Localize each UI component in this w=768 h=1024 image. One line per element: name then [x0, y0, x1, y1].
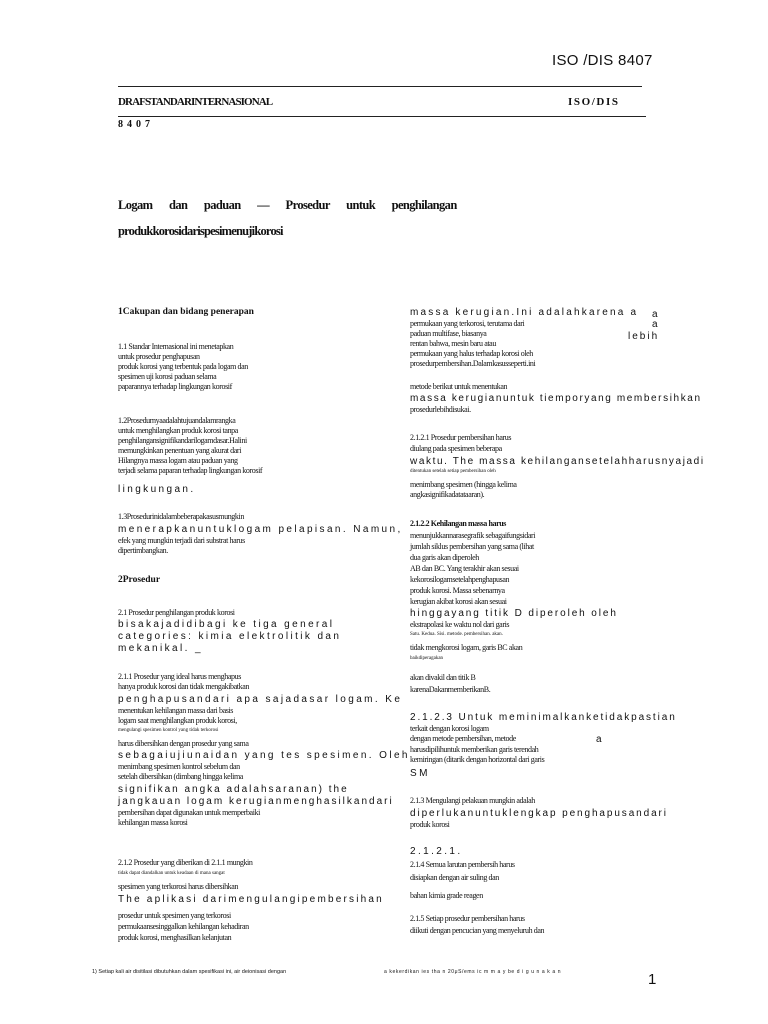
text-line: permukaan yang halus terhadap korosi oleh — [410, 349, 533, 358]
right-r1-spaced: massa kerugian.Ini adalahkarena a — [410, 307, 639, 318]
paragraph-1-1 — [118, 342, 248, 392]
text-line: prosedurpembersihan.Dalamkasusseperti.ini — [410, 359, 536, 368]
paragraph-2-1-2-2-a: ekstrapolasi ke waktu nol dari garis — [410, 620, 510, 629]
text-line: 1.1 Standar Internasional ini menetapkan — [118, 342, 234, 351]
text-line: menimbang spesimen (hingga kelima — [410, 480, 517, 489]
text-line: permukaansesinggalkan kehilangan kehadiran — [118, 922, 249, 931]
text-line: spesimen uji korosi paduan selama — [118, 372, 217, 381]
text-line: logam saat menghilangkan produk korosi, — [118, 716, 237, 725]
text-line: paduan multifase, biasanya — [410, 329, 487, 338]
text-line: memungkinkan penentuan yang akurat dari — [118, 446, 242, 455]
paragraph-2-1-2-3-a: terkait dengan korosi logam — [410, 724, 489, 733]
text-line: AB dan BC. Yang terakhir akan sesuai — [410, 564, 519, 573]
paragraph-2-1-2-1-spaced: waktu. The massa kehilangansetelahharusnyajadi — [410, 456, 705, 467]
text-line: produk korosi, menghasilkan kelanjutan — [118, 933, 232, 942]
paragraph-2-1-1-f: jangkauan logam kerugianmenghasilkandari — [118, 796, 394, 807]
right-r1-lines — [410, 319, 535, 369]
footnote: 1) Setiap kali air disitilasi dibutuhkan dalam spesifikasi ini, air deionisasi dengan — [92, 969, 287, 975]
paragraph-2-1-2-spaced: The aplikasi darimengulangipembersihan — [118, 894, 384, 905]
paragraph-2-1-2-1-lead: 2.1.2.1 Prosedur pembersihan harus — [410, 433, 512, 442]
section-1-heading: 1Cakupan dan bidang penerapan — [118, 307, 254, 317]
paragraph-2-1-3-lead: 2.1.3 Mengulangi pelakuan mungkin adalah — [410, 796, 535, 805]
text-line: produk korosi yang terbentuk pada logam dan — [118, 362, 248, 371]
right-r2-line: metode berikut untuk menentukan — [410, 382, 508, 391]
text-line: Hilangnya massa logam atau paduan yang — [118, 456, 238, 465]
paragraph-2-1-2-1-tail — [410, 480, 517, 500]
text-line: 1.2Prosedurnyaadalahtujuandalamrangka — [118, 416, 236, 425]
text-line: kekorosilogamsetelahpenghapusan — [410, 575, 510, 584]
paragraph-2-1-1-d — [118, 762, 243, 782]
paragraph-2-1-1-e: signifikan angka adalahsaranan) the — [118, 784, 349, 795]
document-id: ISO /DIS 8407 — [552, 52, 653, 69]
paragraph-2-1-spaced — [118, 619, 341, 655]
paragraph-2-1-2-2-lines — [410, 530, 535, 607]
title-line-2: produkkorosidarispesimenujikorosi — [118, 224, 283, 238]
paragraph-2-1-2-1-tiny: ditentukan setelah setiap pembersihan oleh — [410, 469, 496, 474]
paragraph-2-1-2-2-c — [410, 672, 490, 696]
text-line: menimbang spesimen kontrol sebelum dan — [118, 762, 240, 771]
page-number: 1 — [648, 971, 657, 988]
right-letter-a-2: a — [652, 309, 658, 320]
paragraph-2-1-1-b — [118, 706, 237, 726]
paragraph-2-1-2-2-tiny: Satu. Kedua. Sisi. metode. pembersihan. akan. — [410, 632, 503, 637]
right-r2-spaced: massa kerugianuntuk tiemporyang membersihkan — [410, 393, 702, 404]
paragraph-2-1-2-2-tiny-2: baikdiperagakan — [410, 656, 444, 661]
text-line: mekanikal. _ — [118, 643, 203, 654]
text-line: akan divakil dan titik B — [410, 673, 476, 682]
paragraph-2-1-3-tail: produk korosi — [410, 820, 450, 829]
paragraph-2-1-2-2-head: 2.1.2.2 Kehilangan massa harus — [410, 519, 507, 528]
paragraph-2-1-2-3-letter: a — [596, 734, 602, 745]
paragraph-2-1-1-tiny: mengulangi spesimen kontrol yang tidak terkorosi — [118, 728, 219, 733]
text-line: 2.1.4 Semua larutan pembersih harus — [410, 860, 515, 869]
text-line: menentukan kehilangan massa dari basis — [118, 706, 233, 715]
text-line: kehilangan massa korosi — [118, 818, 188, 827]
text-line: rentan bahwa, mesin baru atau — [410, 339, 496, 348]
paragraph-1-2 — [118, 416, 262, 476]
paragraph-2-1-2-2-b: tidak mengkorosi logam, garis BC akan — [410, 643, 523, 652]
text-line: produk korosi. Massa sebenarnya — [410, 586, 505, 595]
text-line: dua garis akan diperoleh — [410, 553, 479, 562]
text-line: efek yang mungkin terjadi dari substrat harus — [118, 536, 245, 545]
paragraph-2-1-3-spaced: diperlukanuntuklengkap penghapusandari — [410, 808, 668, 819]
text-line: paparannya terhadap lingkungan korosif — [118, 382, 232, 391]
right-letter-a-1: a — [652, 319, 658, 330]
paragraph-2-1-1-a — [118, 672, 249, 692]
footnote-continued: a kekerdikan ies tha n 20μS/ems ic m m a y be d i g u n a k a n — [384, 969, 562, 975]
paragraph-1-3-spaced: menerapkanuntuklogam pelapisan. Namun, — [118, 524, 403, 535]
paragraph-1-2-end: lingkungan. — [118, 484, 196, 495]
paragraph-2-1-2-tiny: tidak dapat diandalkan untuk keadaan di mana sangat — [118, 871, 225, 876]
paragraph-2-1-2-2-spaced: hinggayang titik D diperoleh oleh — [410, 608, 618, 619]
draft-number: 8407 — [118, 119, 154, 130]
paragraph-2-1-2-3-spaced: 2.1.2.3 Untuk meminimalkanketidakpastian — [410, 712, 677, 723]
paragraph-2-1-5-b: diikuti dengan pencucian yang menyeluruh dan — [410, 926, 545, 935]
text-line: untuk prosedur penghapusan — [118, 352, 200, 361]
paragraph-1-3-tail — [118, 536, 245, 556]
text-line: setelah dibersihkan (dimbang hingga kelima — [118, 772, 243, 781]
text-line: karenaDakanmemberikanB. — [410, 685, 491, 694]
text-line: hanya produk korosi dan tidak mengakibatkan — [118, 682, 249, 691]
text-line: bisakajadidibagi ke tiga general — [118, 619, 335, 630]
right-2-1-2-1-label: 2.1.2.1. — [410, 846, 463, 857]
text-line: prosedur untuk spesimen yang terkorosi — [118, 911, 231, 920]
text-line: disiapkan dengan air suling dan — [410, 873, 499, 882]
text-line: terjadi selama paparan terhadap lingkungan korosif — [118, 466, 263, 475]
section-2-heading: 2Prosedur — [118, 575, 161, 585]
header-rule-top — [118, 86, 642, 87]
draft-iso-label: ISO/DIS — [568, 96, 620, 108]
paragraph-2-1-4 — [410, 858, 515, 902]
paragraph-2-1-2-3-sm: SM — [410, 768, 430, 779]
text-line: angkasignifikadatataaran). — [410, 490, 485, 499]
text-line: kerugian akibat korosi akan sesuai — [410, 597, 507, 606]
paragraph-2-1-2-c — [118, 910, 249, 943]
text-line: jumlah siklus pembersihan yang sama (lihat — [410, 542, 534, 551]
paragraph-1-3-lead: 1.3Prosedurinidalambeberapakasusmungkin — [118, 512, 244, 521]
paragraph-2-1-1-spaced-1: penghapusandari apa sajadasar logam. Ke — [118, 694, 403, 705]
right-r2-tail: prosedurlebihdisukai. — [410, 405, 471, 414]
text-line: dipertimbangkan. — [118, 546, 168, 555]
text-line: permukaan yang terkorosi, terutama dari — [410, 319, 525, 328]
paragraph-2-1-1-c: harus dibersihkan dengan prosedur yang sama — [118, 739, 249, 748]
text-line: pembersihan dapat digunakan untuk memperbaiki — [118, 808, 260, 817]
paragraph-2-1-2-1-line: diulang pada spesimen beberapa — [410, 444, 502, 453]
draft-label: DRAFSTANDARINTERNASIONAL — [118, 96, 273, 108]
text-line: categories: kimia elektrolitik dan — [118, 631, 342, 642]
paragraph-2-1-lead: 2.1 Prosedur penghilangan produk korosi — [118, 608, 235, 617]
paragraph-2-1-2-a: 2.1.2 Prosedur yang diberikan di 2.1.1 mungkin — [118, 858, 253, 867]
text-line: penghilangansignifikandarilogamdasar.Halini — [118, 436, 247, 445]
title-line-1: Logam dan paduan — Prosedur untuk penghilangan — [118, 198, 457, 212]
paragraph-2-1-2-3-c — [410, 745, 544, 765]
paragraph-2-1-2-b: spesimen yang terkorosi harus dibersihkan — [118, 882, 239, 891]
text-line: bahan kimia grade reagen — [410, 891, 483, 900]
header-rule-bottom — [118, 116, 646, 117]
text-line: kemiringan (ditarik dengan horizontal dari garis — [410, 755, 545, 764]
paragraph-2-1-1-spaced-2: sebagaiujiunaidan yang tes spesimen. Oleh — [118, 750, 410, 761]
text-line: menunjukkannarasegrafik sebagaifungsidari — [410, 531, 536, 540]
paragraph-2-1-1-g — [118, 808, 260, 828]
text-line: harusdipilihuntuk memberikan garis terendah — [410, 745, 539, 754]
paragraph-2-1-2-3-b: dengan metode pembersihan, metode — [410, 734, 516, 743]
text-line: untuk menghilangkan produk korosi tanpa — [118, 426, 238, 435]
text-line: 2.1.1 Prosedur yang ideal harus menghapus — [118, 672, 241, 681]
paragraph-2-1-5-a: 2.1.5 Setiap prosedur pembersihan harus — [410, 914, 525, 923]
right-lebih: lebih — [628, 331, 660, 342]
